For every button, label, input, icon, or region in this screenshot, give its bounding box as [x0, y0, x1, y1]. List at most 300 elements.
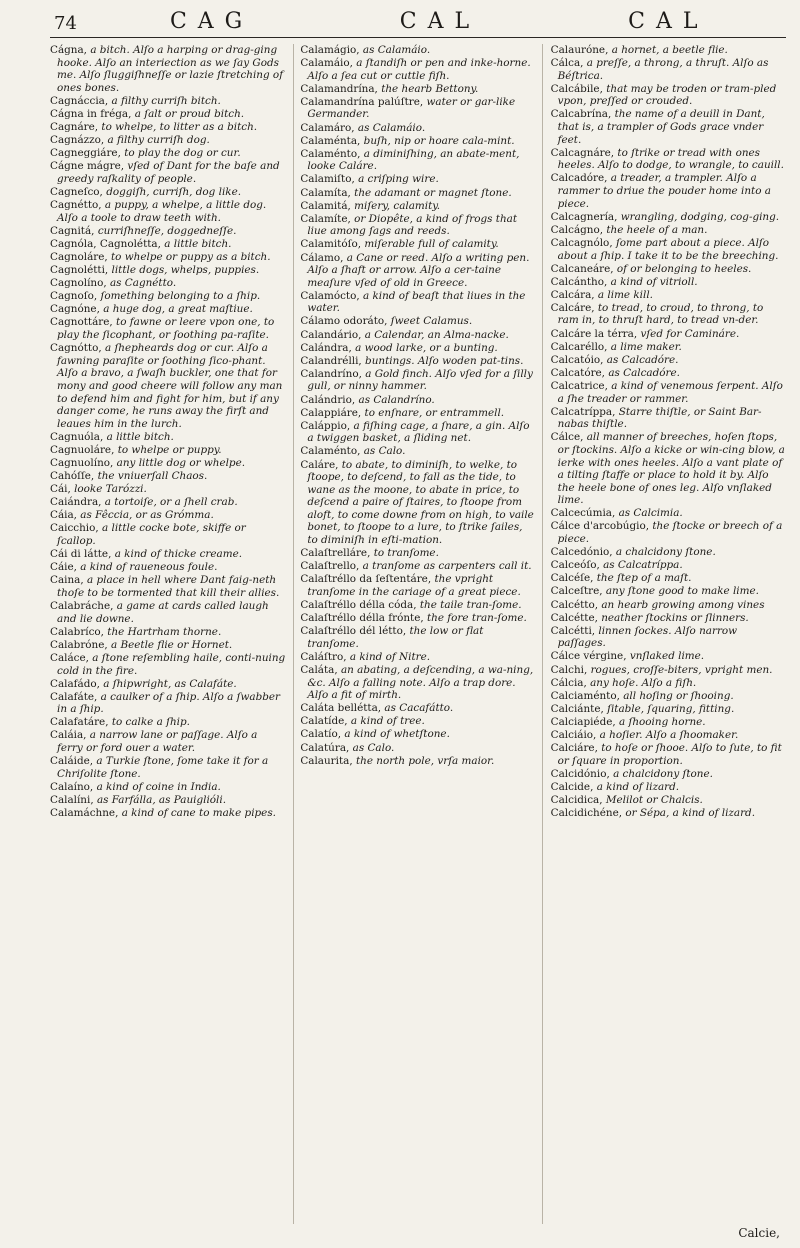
dictionary-entry	[50, 342, 285, 430]
entry-headword: Cagnoláre,	[50, 251, 108, 263]
dictionary-entry	[50, 509, 285, 522]
entry-definition: a kind of cane to make pipes.	[121, 807, 276, 820]
dictionary-entry	[551, 57, 786, 82]
entry-headword: Calcaneáre,	[550, 262, 614, 275]
entry-definition: vſed for Camináre.	[640, 327, 740, 340]
entry-headword: Calcétte,	[550, 611, 598, 624]
entry-headword: Calcántho,	[550, 275, 608, 288]
dictionary-entry	[50, 678, 285, 691]
entry-definition: the Hartrham thorne.	[107, 625, 222, 638]
dictionary-entry	[300, 407, 535, 420]
dictionary-entry	[551, 406, 786, 431]
entry-headword: Cagnuóla,	[50, 430, 104, 443]
dictionary-entry	[50, 251, 285, 264]
entry-definition: ſomething belonging to a ſhip.	[100, 290, 261, 303]
entry-definition: a ſhipwright, as Calafáte.	[103, 677, 237, 690]
entry-headword: Calándra,	[300, 341, 352, 354]
entry-headword: Calaſtréllo délla frónte,	[300, 612, 424, 625]
dictionary-entry	[50, 431, 285, 444]
entry-definition: a filthy curriſh bitch.	[111, 94, 221, 107]
entry-headword: Cálce vérgine,	[550, 650, 627, 663]
dictionary-entry	[551, 559, 786, 572]
dictionary-entry	[300, 715, 535, 728]
column-head-right: C A L	[628, 9, 700, 34]
entry-headword: Calandríno,	[300, 367, 362, 380]
entry-definition: the ſtocke or breech of a piece.	[557, 520, 783, 546]
entry-definition: Melilot or Chalcis.	[605, 793, 703, 806]
entry-headword: Calafádo,	[50, 677, 100, 690]
dictionary-entry	[551, 237, 786, 262]
entry-definition: a narrow lane or paſſage. Alſo a ferry or ford ouer a water.	[57, 729, 258, 755]
entry-definition: to fawne or leere vpon one, to play the ſicophant, or ſoothing pa-raſite.	[57, 316, 275, 342]
entry-headword: Cálce d'arcobúgio,	[550, 520, 650, 533]
dictionary-entry	[50, 199, 285, 224]
entry-definition: as Calcimia.	[618, 507, 683, 520]
entry-headword: Calaménto,	[300, 445, 361, 458]
entry-definition: to tread, to croud, to throng, to ram in, to thruſt hard, to tread vn-der.	[557, 301, 764, 327]
entry-definition: a ſhepheards dog or cur. Alſo a fawning paraſite or ſoothing ſico-phant. Alſo a bravo, a ſwaſh buckler, one that for mony and good cheere will follow any man to defend him and fight for him, but if any danger come, he runs away the firſt and leaues him in the lurch.	[57, 342, 283, 430]
entry-headword: Cagnolíno,	[50, 277, 107, 290]
column-middle	[293, 44, 542, 1224]
entry-definition: a kind of lizard.	[596, 780, 680, 793]
dictionary-entry	[551, 625, 786, 650]
dictionary-entry	[300, 252, 535, 290]
dictionary-entry	[300, 173, 535, 186]
entry-headword: Calaſtrello,	[300, 560, 360, 573]
dictionary-entry	[300, 651, 535, 664]
entry-definition: a game at cards called laugh and lie downe.	[57, 600, 269, 625]
entry-definition: the north pole, vrſa maior.	[355, 754, 495, 767]
entry-definition: ſitable, ſquaring, fitting.	[607, 702, 735, 715]
dictionary-entry	[50, 316, 285, 341]
entry-headword: Cagneſco,	[50, 186, 103, 199]
dictionary-entry	[551, 341, 786, 354]
entry-headword: Calcáre,	[550, 301, 595, 314]
dictionary-entry	[551, 431, 786, 507]
entry-headword: Calatúra,	[300, 741, 350, 754]
entry-headword: Calcidónio,	[550, 767, 610, 780]
dictionary-entry	[551, 729, 786, 742]
entry-definition: as Calo.	[363, 445, 406, 458]
dictionary-entry	[300, 612, 535, 625]
entry-headword: Cagnétto,	[50, 199, 102, 212]
entry-headword: Calaſtrelláre,	[300, 547, 371, 560]
dictionary-entry	[551, 599, 786, 612]
entry-headword: Calaſtréllo délla códa,	[300, 599, 417, 612]
dictionary-entry	[300, 394, 535, 407]
entry-definition: curriſhneſſe, doggedneſſe.	[97, 224, 237, 237]
entry-columns	[50, 38, 786, 1224]
entry-definition: any little dog or whelpe.	[116, 457, 246, 469]
dictionary-entry	[551, 276, 786, 289]
entry-headword: Calcedónio,	[550, 546, 613, 559]
entry-definition: a kind of beaſt that liues in the water.	[307, 289, 526, 315]
entry-definition: all hoſing or ſhooing.	[623, 689, 734, 702]
entry-headword: Calaſtréllo dél létto,	[300, 625, 407, 638]
dictionary-entry	[50, 561, 285, 574]
dictionary-entry	[551, 224, 786, 237]
entry-definition: a little cocke bote, skiffe or ſcallop.	[57, 522, 246, 548]
entry-definition: as Calcadóre.	[608, 366, 680, 379]
entry-headword: Calaménta,	[300, 134, 361, 147]
entry-definition: the name of a deuill in Dant, that is, a trampler of Gods grace vnder feet.	[557, 108, 765, 146]
entry-headword: Calatío,	[300, 728, 342, 741]
entry-definition: a preſſe, a throng, a thruſt. Alſo as Béſtrica.	[557, 57, 769, 82]
entry-headword: Calcatóre,	[550, 366, 605, 379]
dictionary-entry	[551, 612, 786, 625]
dictionary-entry	[551, 367, 786, 380]
entry-headword: Caláce,	[50, 651, 89, 664]
entry-headword: Caláre,	[300, 458, 339, 471]
dictionary-entry	[551, 380, 786, 405]
entry-headword: Calamitá,	[300, 199, 351, 212]
dictionary-entry	[300, 57, 535, 82]
entry-headword: Caláta,	[300, 664, 338, 676]
dictionary-entry	[300, 573, 535, 598]
entry-definition: or Diopête, a kind of frogs that liue among ſags and reeds.	[307, 212, 518, 238]
dictionary-entry	[551, 302, 786, 327]
dictionary-entry	[551, 263, 786, 276]
dictionary-entry	[50, 600, 285, 625]
dictionary-entry	[551, 172, 786, 210]
entry-definition: doggiſh, curriſh, dog like.	[106, 186, 242, 199]
entry-definition: the hearb Bettony.	[381, 82, 479, 95]
entry-headword: Calciaménto,	[550, 689, 620, 702]
entry-definition: water or gar-like Germander.	[307, 95, 516, 121]
entry-definition: looke Tarózzi.	[74, 483, 147, 496]
dictionary-entry	[50, 108, 285, 121]
entry-headword: Cágna in fréga,	[50, 107, 132, 120]
entry-definition: a little bitch.	[106, 430, 174, 443]
dictionary-entry	[50, 147, 285, 160]
dictionary-entry	[50, 95, 285, 108]
dictionary-entry	[50, 639, 285, 652]
dictionary-entry	[551, 781, 786, 794]
dictionary-entry	[551, 328, 786, 341]
entry-headword: Calcaréllo,	[550, 340, 608, 353]
entry-headword: Cagnolétti,	[50, 264, 109, 277]
entry-headword: Caláſtro,	[300, 650, 347, 663]
entry-headword: Cagnitá,	[50, 224, 95, 237]
dictionary-entry	[551, 585, 786, 598]
entry-headword: Calciapiéde,	[550, 715, 616, 728]
column-head-middle: C A L	[399, 9, 472, 34]
entry-headword: Cagneggiáre,	[50, 147, 121, 160]
dictionary-entry	[300, 560, 535, 573]
entry-definition: a Calendar, an Alma-nacke.	[364, 328, 509, 341]
entry-definition: a kind of tree.	[350, 715, 425, 728]
entry-headword: Caláia,	[50, 729, 87, 742]
entry-headword: Calcidica,	[550, 793, 603, 806]
entry-headword: Cáia,	[50, 509, 77, 522]
entry-definition: to enſnare, or entrammell.	[364, 406, 505, 419]
entry-definition: a ſhooing horne.	[619, 715, 706, 728]
dictionary-entry	[300, 368, 535, 393]
dictionary-entry	[551, 703, 786, 716]
entry-definition: a kind of raueneous foule.	[80, 561, 218, 574]
entry-definition: a hoſier. Alſo a ſhoomaker.	[599, 728, 739, 741]
entry-definition: any hoſe. Alſo a fiſh.	[590, 676, 697, 689]
dictionary-entry	[551, 677, 786, 690]
entry-definition: a wood larke, or a bunting.	[355, 341, 498, 354]
entry-definition: as Farfálla, as Pauiglióli.	[96, 793, 227, 806]
entry-definition: the low or flat tranſome.	[307, 625, 484, 650]
entry-headword: Calcagnería,	[550, 210, 618, 223]
entry-headword: Calciánte,	[550, 702, 604, 715]
dictionary-entry	[300, 315, 535, 328]
entry-headword: Caláppio,	[300, 419, 351, 432]
entry-headword: Calamandrína palúſtre,	[300, 95, 424, 108]
entry-definition: an abating, a deſcending, a wa-ning, &c. Alſo a falling note. Alſo a trap dore. Alſo a fit of mirth.	[307, 664, 534, 702]
entry-definition: to whelpe, to litter as a bitch.	[101, 121, 258, 134]
entry-headword: Caicchio,	[50, 522, 99, 535]
entry-definition: as Calcadóre.	[606, 353, 679, 366]
dictionary-entry	[300, 355, 535, 368]
entry-definition: a chalcidony ſtone.	[615, 546, 716, 559]
entry-definition: a kind of vitrioll.	[610, 275, 698, 288]
entry-headword: Calcagnólo,	[550, 236, 613, 249]
entry-definition: as Cacafátto.	[384, 702, 454, 715]
dictionary-entry	[300, 755, 535, 768]
dictionary-entry	[50, 470, 285, 483]
entry-headword: Calceſtre,	[550, 585, 603, 598]
entry-headword: Cágna,	[50, 44, 87, 56]
dictionary-entry	[551, 768, 786, 781]
entry-headword: Calabríco,	[50, 625, 104, 638]
entry-definition: a huge dog, a great maſtiue.	[103, 303, 253, 316]
entry-headword: Calamíta,	[300, 186, 351, 199]
dictionary-entry	[50, 277, 285, 290]
dictionary-entry	[50, 121, 285, 134]
dictionary-entry	[50, 548, 285, 561]
entry-headword: Calabróne,	[50, 638, 108, 651]
column-left	[50, 44, 285, 1224]
entry-headword: Cálcia,	[550, 676, 587, 689]
dictionary-entry	[551, 742, 786, 767]
dictionary-entry	[551, 83, 786, 108]
entry-definition: a treader, a trampler. Alſo a rammer to driue the pouder home into a piece.	[557, 172, 771, 210]
entry-definition: an hearb growing among vines	[601, 598, 765, 611]
entry-definition: wrangling, dodging, cog-ging.	[620, 210, 780, 223]
entry-definition: as Calandríno.	[358, 393, 435, 406]
entry-headword: Calamáchne,	[50, 807, 119, 820]
dictionary-entry	[551, 147, 786, 172]
dictionary-entry	[551, 716, 786, 729]
dictionary-entry	[300, 420, 535, 445]
entry-headword: Calalíni,	[50, 793, 94, 806]
entry-definition: rogues, croſſe-biters, vpright men.	[590, 663, 773, 676]
entry-definition: a ſtandiſh or pen and inke-horne. Alſo a ſea cut or cuttle fiſh.	[307, 57, 531, 82]
entry-headword: Calcáre la térra,	[550, 327, 638, 340]
dictionary-entry	[50, 755, 285, 780]
page-number: 74	[54, 13, 77, 34]
column-head-left: C A G	[169, 9, 245, 34]
entry-definition: a caulker of a ſhip. Alſo a ſwabber in a ſhip.	[57, 690, 281, 716]
dictionary-entry	[50, 290, 285, 303]
catchword: Calcie,	[738, 1226, 780, 1240]
dictionary-entry	[551, 507, 786, 520]
dictionary-entry	[50, 457, 285, 470]
entry-definition: a place in hell where Dant faig-neth thoſe to be tormented that kill their allies.	[57, 574, 280, 599]
entry-headword: Cágne mágre,	[50, 160, 125, 173]
entry-headword: Calamitóſo,	[300, 238, 362, 251]
dictionary-entry	[50, 444, 285, 457]
entry-definition: a lime kill.	[597, 288, 653, 301]
dictionary-entry	[551, 794, 786, 807]
entry-headword: Cagnótto,	[50, 342, 102, 355]
entry-definition: miſery, calamity.	[354, 199, 441, 212]
entry-definition: ſweet Calamus.	[390, 315, 473, 328]
dictionary-entry	[50, 691, 285, 716]
entry-headword: Calandário,	[300, 328, 362, 341]
entry-definition: to hoſe or ſhooe. Alſo to ſute, to fit or ſquare in proportion.	[557, 742, 782, 767]
entry-definition: a Gold finch. Alſo vſed for a ſilly gull, or ninny hammer.	[307, 367, 533, 393]
entry-headword: Calamócto,	[300, 289, 360, 302]
entry-headword: Cálca,	[550, 57, 584, 70]
entry-headword: Cái di látte,	[50, 548, 112, 561]
entry-definition: a Turkie ſtone, ſome take it for a Chriſolite ſtone.	[57, 755, 269, 780]
entry-definition: all manner of breeches, hoſen ſtops, or ſtockins. Alſo a kicke or win-cing blow, a ierke with ones heeles. Alſo a vant plate of a tilting ſtaffe or place to hold it by. Alſo the heele bone of ones leg. Alſo vnſlaked lime.	[557, 431, 785, 507]
entry-headword: Calamiſto,	[300, 173, 355, 186]
dictionary-entry	[300, 599, 535, 612]
dictionary-entry	[50, 807, 285, 820]
dictionary-entry	[300, 238, 535, 251]
entry-headword: Calamágio,	[300, 44, 360, 56]
entry-definition: a kind of whetſtone.	[344, 728, 450, 741]
entry-headword: Calaíno,	[50, 780, 94, 793]
dictionary-entry	[551, 289, 786, 302]
entry-headword: Cagnóne,	[50, 303, 100, 316]
entry-headword: Cálamo,	[300, 251, 344, 264]
entry-headword: Calaurita,	[300, 754, 353, 767]
entry-definition: any ſtone good to make lime.	[605, 585, 759, 598]
dictionary-entry	[300, 459, 535, 547]
entry-definition: a ſalt or proud bitch.	[134, 107, 245, 120]
entry-headword: Calcide,	[550, 780, 594, 793]
entry-definition: Starre thiſtle, or Saint Bar-nabas thiſtle.	[557, 405, 762, 431]
entry-definition: a Cane or reed. Alſo a writing pen. Alſo a ſhaft or arrow. Alſo a cer-taine meaſure vſed of old in Greece.	[307, 251, 530, 289]
dictionary-entry	[50, 574, 285, 599]
entry-headword: Calcatrice,	[550, 379, 608, 392]
entry-headword: Calcatríppa,	[550, 405, 616, 418]
entry-definition: a tortoiſe, or a ſhell crab.	[104, 496, 238, 509]
dictionary-entry	[300, 213, 535, 238]
entry-headword: Cáie,	[50, 561, 77, 574]
dictionary-entry	[300, 625, 535, 650]
entry-headword: Calándrio,	[300, 393, 356, 406]
dictionary-entry	[50, 496, 285, 509]
entry-headword: Calciáio,	[550, 728, 597, 741]
entry-headword: Cagnáccia,	[50, 94, 109, 107]
dictionary-entry	[300, 135, 535, 148]
dictionary-entry	[300, 702, 535, 715]
entry-definition: to play the dog or cur.	[124, 147, 241, 160]
dictionary-entry	[50, 522, 285, 547]
entry-definition: the taile tran-ſome.	[419, 599, 522, 612]
entry-headword: Calcára,	[550, 288, 595, 301]
entry-headword: Calcagnáre,	[550, 146, 615, 159]
entry-headword: Calandrélli,	[300, 354, 362, 367]
entry-headword: Calcábile,	[550, 82, 603, 95]
entry-headword: Calappiáre,	[300, 406, 362, 419]
entry-definition: to tranſome.	[373, 547, 439, 560]
entry-headword: Cagnottáre,	[50, 316, 113, 329]
entry-definition: a criſping wire.	[358, 173, 439, 186]
entry-definition: a kind of thicke creame.	[114, 548, 243, 561]
entry-headword: Calciáre,	[550, 742, 598, 755]
entry-definition: buntings. Alſo woden pat-tins.	[365, 354, 524, 367]
entry-definition: a tranſome as carpenters call it.	[362, 560, 532, 573]
entry-headword: Calcidichéne,	[550, 807, 623, 820]
entry-headword: Cálamo odoráto,	[300, 315, 388, 328]
dictionary-entry	[300, 547, 535, 560]
entry-definition: that may be troden or tram-pled vpon, preſſed or crouded.	[557, 82, 777, 108]
column-right	[551, 44, 786, 1224]
dictionary-entry	[551, 807, 786, 820]
entry-definition: neather ſtockins or ſlinners.	[601, 611, 749, 624]
entry-definition: a kind of venemous ſerpent. Alſo a ſhe treader or rammer.	[557, 379, 783, 405]
entry-definition: the heele of a man.	[606, 223, 708, 236]
entry-definition: a filthy curriſh dog.	[107, 134, 210, 147]
dictionary-entry	[50, 483, 285, 496]
dictionary-entry	[551, 664, 786, 677]
entry-definition: a puppy, a whelpe, a little dog. Alſo a toole to draw teeth with.	[57, 199, 267, 224]
entry-definition: vſed of Dant for the baſe and greedy raſkality of people.	[57, 160, 280, 185]
entry-headword: Caláide,	[50, 755, 94, 768]
dictionary-entry	[300, 44, 535, 57]
entry-headword: Caina,	[50, 574, 84, 587]
entry-headword: Calcadóre,	[550, 172, 608, 185]
dictionary-entry	[50, 652, 285, 677]
dictionary-entry	[50, 303, 285, 316]
dictionary-entry	[300, 445, 535, 458]
dictionary-entry	[50, 134, 285, 147]
entry-definition: vnſlaked lime.	[629, 650, 705, 663]
entry-definition: a kind of coine in India.	[96, 780, 221, 793]
entry-definition: a bitch. Alſo a harping or drag-ging hooke. Alſo an interiection as we ſay Gods me. Alſo ſluggiſhneſſe or lazie ſtretching of ones bones.	[57, 44, 284, 94]
dictionary-entry	[300, 187, 535, 200]
entry-definition: the vniuerſall Chaos.	[97, 470, 208, 483]
entry-headword: Calamáio,	[300, 57, 353, 70]
entry-definition: a kind of Nitre.	[349, 650, 431, 663]
entry-definition: a little bitch.	[164, 237, 232, 250]
entry-headword: Calaménto,	[300, 147, 361, 160]
entry-headword: Cahóſſe,	[50, 470, 95, 483]
entry-headword: Calamíte,	[300, 212, 351, 225]
entry-headword: Calamandrína,	[300, 82, 378, 95]
dictionary-entry	[300, 742, 535, 755]
entry-headword: Calabráche,	[50, 600, 114, 613]
entry-headword: Caiándra,	[50, 496, 102, 509]
dictionary-entry	[551, 108, 786, 146]
dictionary-entry	[300, 728, 535, 741]
dictionary-entry	[300, 329, 535, 342]
entry-headword: Cagnáre,	[50, 121, 99, 134]
entry-definition: little dogs, whelps, puppies.	[111, 264, 260, 277]
dictionary-entry	[50, 264, 285, 277]
entry-headword: Calceóſo,	[550, 559, 600, 572]
running-header	[50, 10, 786, 38]
dictionary-entry	[551, 690, 786, 703]
entry-headword: Cái,	[50, 483, 71, 496]
dictionary-entry	[551, 211, 786, 224]
entry-definition: as Calcatríppa.	[603, 559, 683, 572]
dictionary-entry	[300, 148, 535, 173]
entry-headword: Cálce,	[550, 431, 584, 444]
entry-definition: the fore tran-ſome.	[426, 612, 527, 625]
entry-definition: a diminiſhing, an abate-ment, looke Caláre.	[307, 147, 520, 173]
entry-definition: of or belonging to heeles.	[616, 262, 752, 275]
